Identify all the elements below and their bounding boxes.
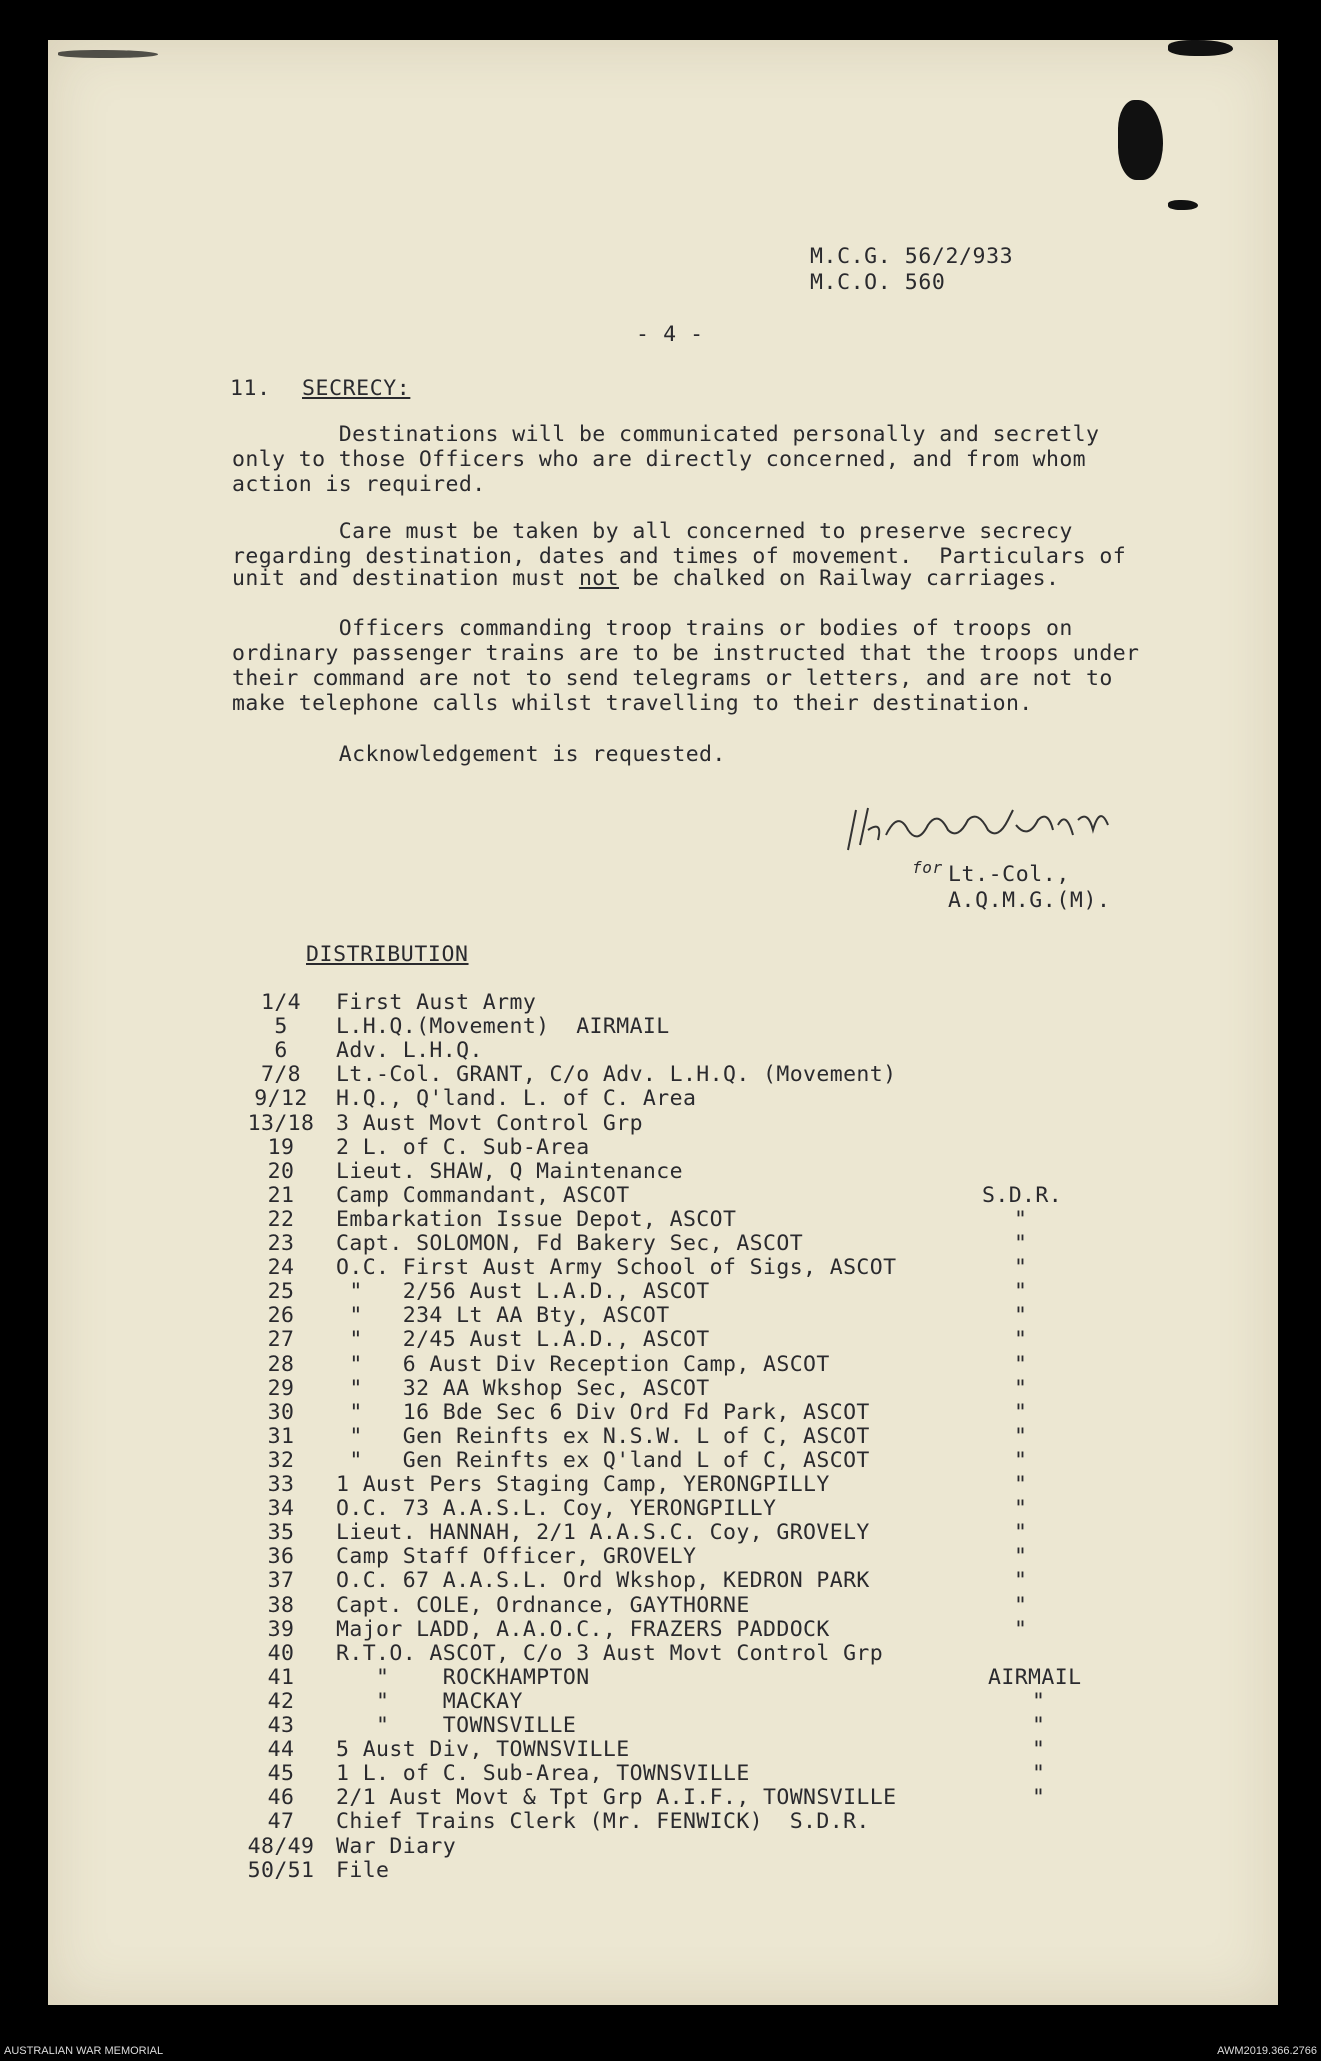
paragraph-line: only to those Officers who are directly concerned, and from whom: [232, 447, 1087, 472]
paragraph-line: ordinary passenger trains are to be instructed that the troops under: [232, 641, 1140, 666]
delivery-method: ": [1014, 1207, 1028, 1232]
copy-number: 31: [267, 1424, 295, 1449]
addressee: " ROCKHAMPTON: [336, 1665, 590, 1690]
delivery-method: ": [1014, 1472, 1028, 1497]
copy-number: 40: [267, 1641, 295, 1666]
copy-number: 28: [267, 1352, 295, 1377]
distribution-row: [236, 1544, 1136, 1568]
signature-appointment: A.Q.M.G.(M).: [948, 888, 1111, 913]
distribution-row: [236, 1858, 1136, 1882]
delivery-method: ": [1014, 1544, 1028, 1569]
copy-number: 1/4: [260, 990, 302, 1015]
delivery-method: ": [1014, 1593, 1028, 1618]
delivery-method: ": [1014, 1255, 1028, 1280]
distribution-row: [236, 1086, 1136, 1110]
copy-number: 33: [267, 1472, 295, 1497]
delivery-method: ": [1032, 1737, 1046, 1762]
addressee: 3 Aust Movt Control Grp: [336, 1111, 643, 1136]
addressee: File: [336, 1858, 390, 1883]
paragraph-line: make telephone calls whilst travelling to their destination.: [232, 691, 1033, 716]
handwritten-signature: [838, 790, 1138, 870]
delivery-method: ": [1014, 1617, 1028, 1642]
copy-number: 37: [267, 1568, 295, 1593]
paragraph-line: Officers commanding troop trains or bodies of troops on: [232, 616, 1073, 641]
addressee: O.C. 67 A.A.S.L. Ord Wkshop, KEDRON PARK: [336, 1568, 870, 1593]
section-title: SECRECY:: [302, 376, 411, 401]
text-span: unit and destination must: [232, 566, 579, 591]
distribution-row: [236, 1255, 1136, 1279]
addressee: " 32 AA Wkshop Sec, ASCOT: [336, 1376, 710, 1401]
distribution-row: [236, 1834, 1136, 1858]
copy-number: 41: [267, 1665, 295, 1690]
copy-number: 26: [267, 1303, 295, 1328]
addressee: Chief Trains Clerk (Mr. FENWICK) S.D.R.: [336, 1809, 870, 1834]
paragraph-line: Care must be taken by all concerned to preserve secrecy: [232, 519, 1073, 544]
copy-number: 45: [267, 1761, 295, 1786]
copy-number: 6: [274, 1038, 288, 1063]
distribution-row: [236, 1448, 1136, 1472]
distribution-row: [236, 990, 1136, 1014]
delivery-method: ": [1014, 1376, 1028, 1401]
addressee: Embarkation Issue Depot, ASCOT: [336, 1207, 737, 1232]
signature-rank: Lt.-Col.,: [948, 862, 1070, 887]
distribution-row: [236, 1520, 1136, 1544]
addressee: Lieut. SHAW, Q Maintenance: [336, 1159, 683, 1184]
addressee: Adv. L.H.Q.: [336, 1038, 483, 1063]
footer-left: AUSTRALIAN WAR MEMORIAL: [4, 2045, 164, 2057]
paragraph-line: action is required.: [232, 472, 486, 497]
copy-number: 34: [267, 1496, 295, 1521]
delivery-method: ": [1014, 1231, 1028, 1256]
addressee: " MACKAY: [336, 1689, 523, 1714]
addressee: 2/1 Aust Movt & Tpt Grp A.I.F., TOWNSVILLE: [336, 1785, 897, 1810]
copy-number: 23: [267, 1231, 295, 1256]
copy-number: 39: [267, 1617, 295, 1642]
addressee: " Gen Reinfts ex N.S.W. L of C, ASCOT: [336, 1424, 870, 1449]
distribution-row: [236, 1641, 1136, 1665]
distribution-row: [236, 1062, 1136, 1086]
copy-number: 48/49: [247, 1834, 315, 1859]
copy-number: 21: [267, 1183, 295, 1208]
delivery-method: ": [1032, 1761, 1046, 1786]
distribution-row: [236, 1593, 1136, 1617]
copy-number: 24: [267, 1255, 295, 1280]
delivery-method: ": [1014, 1327, 1028, 1352]
addressee: L.H.Q.(Movement) AIRMAIL: [336, 1014, 670, 1039]
delivery-method: ": [1014, 1279, 1028, 1304]
delivery-method: ": [1014, 1400, 1028, 1425]
distribution-row: [236, 1689, 1136, 1713]
distribution-row: [236, 1785, 1136, 1809]
distribution-row: [236, 1617, 1136, 1641]
distribution-row: [236, 1713, 1136, 1737]
signature-for: for: [912, 858, 943, 877]
copy-number: 20: [267, 1159, 295, 1184]
distribution-row: [236, 1424, 1136, 1448]
delivery-method: ": [1014, 1424, 1028, 1449]
copy-number: 47: [267, 1809, 295, 1834]
underlined-word: not: [578, 566, 619, 591]
delivery-method: ": [1014, 1568, 1028, 1593]
distribution-row: [236, 1400, 1136, 1424]
distribution-row: [236, 1111, 1136, 1135]
ink-stain: [1168, 200, 1198, 210]
addressee: " 6 Aust Div Reception Camp, ASCOT: [336, 1352, 830, 1377]
addressee: " Gen Reinfts ex Q'land L of C, ASCOT: [336, 1448, 870, 1473]
addressee: Capt. SOLOMON, Fd Bakery Sec, ASCOT: [336, 1231, 804, 1256]
addressee: Major LADD, A.A.O.C., FRAZERS PADDOCK: [336, 1617, 830, 1642]
copy-number: 29: [267, 1376, 295, 1401]
file-reference-1: M.C.G. 56/2/933: [810, 244, 1014, 269]
addressee: " 2/56 Aust L.A.D., ASCOT: [336, 1279, 710, 1304]
addressee: " 2/45 Aust L.A.D., ASCOT: [336, 1327, 710, 1352]
copy-number: 50/51: [247, 1858, 315, 1883]
addressee: War Diary: [336, 1834, 457, 1859]
addressee: 5 Aust Div, TOWNSVILLE: [336, 1737, 630, 1762]
paragraph-line: Destinations will be communicated personally and secretly: [232, 422, 1100, 447]
copy-number: 44: [267, 1737, 295, 1762]
addressee: H.Q., Q'land. L. of C. Area: [336, 1086, 697, 1111]
copy-number: 38: [267, 1593, 295, 1618]
ink-stain: [1168, 40, 1233, 56]
distribution-row: [236, 1472, 1136, 1496]
paragraph-line: regarding destination, dates and times of movement. Particulars of: [232, 544, 1127, 569]
copy-number: 13/18: [247, 1111, 315, 1136]
file-reference-2: M.C.O. 560: [810, 270, 946, 295]
copy-number: 43: [267, 1713, 295, 1738]
copy-number: 25: [267, 1279, 295, 1304]
copy-number: 27: [267, 1327, 295, 1352]
copy-number: 30: [267, 1400, 295, 1425]
copy-number: 5: [274, 1014, 288, 1039]
distribution-row: [236, 1038, 1136, 1062]
distribution-row: [236, 1159, 1136, 1183]
addressee: O.C. First Aust Army School of Sigs, ASCOT: [336, 1255, 897, 1280]
addressee: Camp Commandant, ASCOT: [336, 1183, 630, 1208]
page-number: - 4 -: [636, 322, 704, 347]
distribution-row: [236, 1496, 1136, 1520]
distribution-row: [236, 1352, 1136, 1376]
copy-number: 35: [267, 1520, 295, 1545]
copy-number: 22: [267, 1207, 295, 1232]
delivery-method: ": [1014, 1520, 1028, 1545]
delivery-method: ": [1014, 1448, 1028, 1473]
addressee: 2 L. of C. Sub-Area: [336, 1135, 590, 1160]
distribution-row: [236, 1568, 1136, 1592]
addressee: Lt.-Col. GRANT, C/o Adv. L.H.Q. (Movement): [336, 1062, 897, 1087]
delivery-method: ": [1014, 1496, 1028, 1521]
ink-stain: [1118, 100, 1163, 180]
distribution-row: [236, 1303, 1136, 1327]
copy-number: 7/8: [260, 1062, 302, 1087]
addressee: 1 Aust Pers Staging Camp, YERONGPILLY: [336, 1472, 830, 1497]
section-number: 11.: [230, 376, 271, 401]
delivery-method: ": [1032, 1689, 1046, 1714]
distribution-title: DISTRIBUTION: [306, 942, 469, 967]
distribution-row: [236, 1665, 1136, 1689]
copy-number: 36: [267, 1544, 295, 1569]
distribution-row: [236, 1809, 1136, 1833]
acknowledgement: Acknowledgement is requested.: [232, 742, 726, 767]
delivery-method: S.D.R.: [982, 1183, 1063, 1208]
paragraph-line: their command are not to send telegrams or letters, and are not to: [232, 666, 1113, 691]
addressee: O.C. 73 A.A.S.L. Coy, YERONGPILLY: [336, 1496, 777, 1521]
delivery-method: AIRMAIL: [988, 1665, 1082, 1690]
delivery-method: ": [1032, 1785, 1046, 1810]
copy-number: 32: [267, 1448, 295, 1473]
addressee: " TOWNSVILLE: [336, 1713, 577, 1738]
addressee: Camp Staff Officer, GROVELY: [336, 1544, 697, 1569]
addressee: Capt. COLE, Ordnance, GAYTHORNE: [336, 1593, 750, 1618]
distribution-row: [236, 1135, 1136, 1159]
addressee: " 234 Lt AA Bty, ASCOT: [336, 1303, 670, 1328]
copy-number: 19: [267, 1135, 295, 1160]
distribution-row: [236, 1279, 1136, 1303]
text-span: be chalked on Railway carriages.: [619, 566, 1060, 591]
delivery-method: ": [1014, 1303, 1028, 1328]
distribution-row: [236, 1183, 1136, 1207]
distribution-row: [236, 1014, 1136, 1038]
ink-stain: [58, 50, 158, 58]
delivery-method: ": [1032, 1713, 1046, 1738]
distribution-row: [236, 1737, 1136, 1761]
addressee: Lieut. HANNAH, 2/1 A.A.S.C. Coy, GROVELY: [336, 1520, 870, 1545]
addressee: First Aust Army: [336, 990, 537, 1015]
distribution-row: [236, 1327, 1136, 1351]
distribution-row: [236, 1376, 1136, 1400]
footer-right: AWM2019.366.2766: [1217, 2045, 1317, 2057]
distribution-row: [236, 1231, 1136, 1255]
paragraph-line: [232, 566, 1059, 591]
addressee: R.T.O. ASCOT, C/o 3 Aust Movt Control Grp: [336, 1641, 884, 1666]
addressee: 1 L. of C. Sub-Area, TOWNSVILLE: [336, 1761, 750, 1786]
delivery-method: ": [1014, 1352, 1028, 1377]
addressee: " 16 Bde Sec 6 Div Ord Fd Park, ASCOT: [336, 1400, 870, 1425]
copy-number: 9/12: [254, 1086, 308, 1111]
distribution-row: [236, 1761, 1136, 1785]
copy-number: 42: [267, 1689, 295, 1714]
distribution-row: [236, 1207, 1136, 1231]
copy-number: 46: [267, 1785, 295, 1810]
